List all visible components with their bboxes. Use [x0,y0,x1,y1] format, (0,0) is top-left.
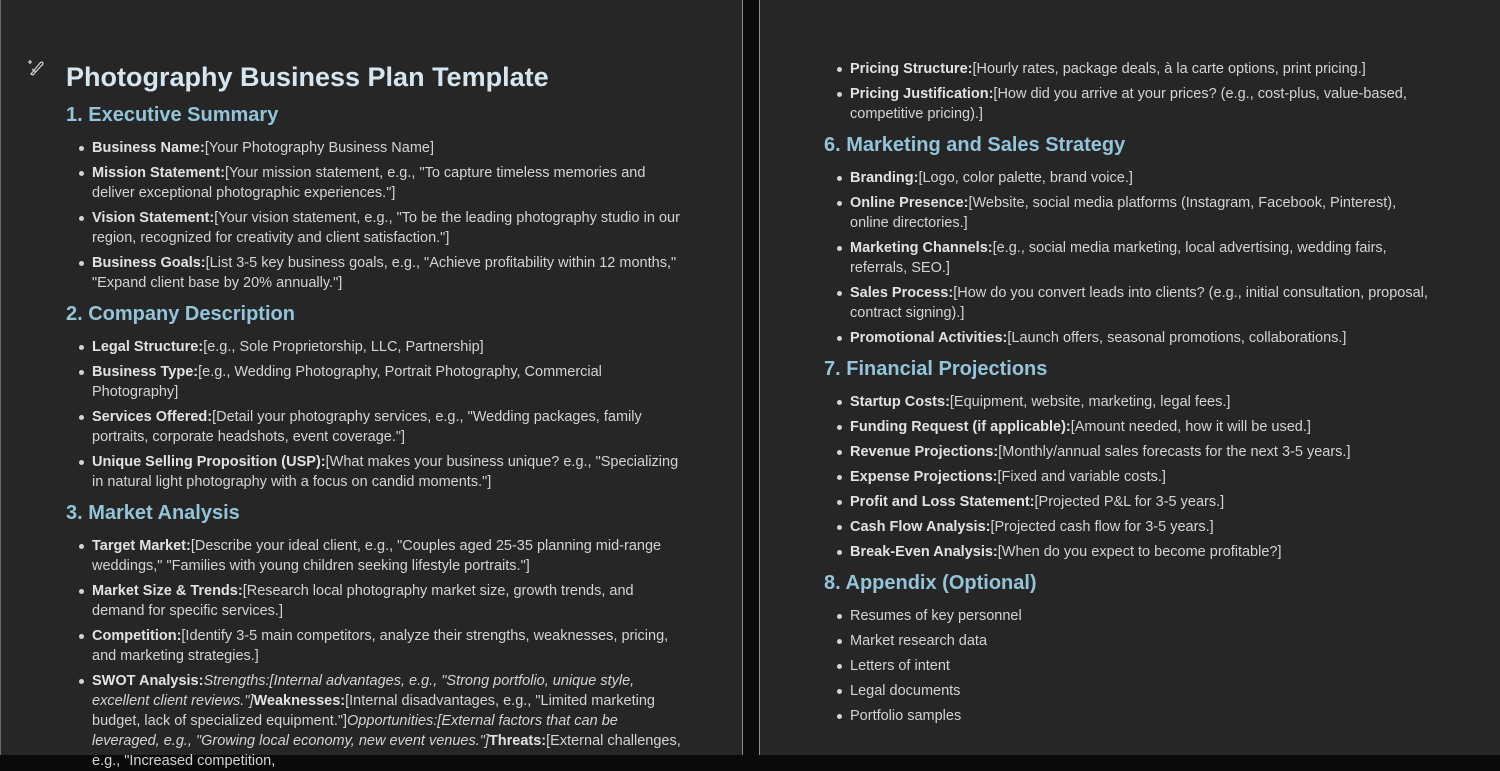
section-heading: 8. Appendix (Optional) [824,572,1037,594]
list-item [92,208,682,248]
item-text: [e.g., Wedding Photography, Portrait Photography, Commercial Photography] [92,364,602,400]
pricing-list [824,59,1430,124]
item-label: Branding: [850,170,919,186]
item-text: [List 3-5 key business goals, e.g., "Achieve profitability within 12 months," "Expand client base by 20% annually."] [92,255,677,291]
section-heading: 7. Financial Projections [824,358,1048,380]
list-item [850,168,1430,188]
item-text: [How do you convert leads into clients? (e.g., initial consultation, proposal, contract signing).] [850,285,1428,321]
list-item [850,681,1430,701]
list-item [850,656,1430,676]
list-item [850,328,1430,348]
item-label: Break-Even Analysis: [850,544,998,560]
item-text: Portfolio samples [850,708,962,724]
list-item [92,253,682,293]
item-text: Letters of intent [850,658,950,674]
item-text: [Research local photography market size, growth trends, and demand for specific services.] [92,583,634,619]
section-heading: 1. Executive Summary [66,104,279,126]
swot-weaknesses-text: [Internal disadvantages, e.g., "Limited marketing budget, lack of specialized equipment."] [92,693,655,729]
list-item [92,581,682,621]
list-item [850,417,1430,437]
item-text: [Equipment, website, marketing, legal fees.] [949,394,1231,410]
item-label: Startup Costs: [850,394,950,410]
item-label: Pricing Justification: [850,86,994,102]
item-label: Competition: [92,628,182,644]
item-text: [Projected P&L for 3-5 years.] [1034,494,1225,510]
item-label: Expense Projections: [850,469,998,485]
item-text: [Your Photography Business Name] [204,140,435,156]
list-item [850,283,1430,323]
item-label: Unique Selling Proposition (USP): [92,454,326,470]
item-text: [Your mission statement, e.g., "To capture timeless memories and deliver exceptional photographic experiences."] [92,165,646,201]
list-item [850,392,1430,412]
item-text: [Amount needed, how it will be used.] [1070,419,1311,435]
item-label: Funding Request (if applicable): [850,419,1071,435]
item-label: Market Size & Trends: [92,583,243,599]
swot-strengths-italic: Strengths:[Internal advantages, e.g., "Strong portfolio, unique style, excellent client reviews."] [92,673,635,709]
swot-item [92,671,682,771]
item-text: [Fixed and variable costs.] [997,469,1166,485]
list-item [850,517,1430,537]
document-page-right [759,0,1500,755]
item-text: [When do you expect to become profitable?] [997,544,1282,560]
item-label: Online Presence: [850,195,969,211]
list-item [850,84,1430,124]
item-label: Pricing Structure: [850,61,973,77]
list-item [850,492,1430,512]
section-list [824,168,1430,348]
item-label: Marketing Channels: [850,240,993,256]
item-label: Profit and Loss Statement: [850,494,1035,510]
swot-weaknesses-label: Weaknesses: [253,693,346,709]
item-label: Mission Statement: [92,165,225,181]
section-list [66,138,682,293]
item-text: [Describe your ideal client, e.g., "Couples aged 25-35 planning mid-range weddings," "Families with young children seeking lifestyle portraits."] [92,538,662,574]
item-label: Business Name: [92,140,205,156]
list-item [850,631,1430,651]
document-page-left [0,0,743,769]
item-text: [What makes your business unique? e.g., "Specializing in natural light photography with a focus on candid moments."] [92,454,679,490]
list-item [850,238,1430,278]
item-text: [How did you arrive at your prices? (e.g., cost-plus, value-based, competitive pricing).] [850,86,1407,122]
item-label: Business Type: [92,364,199,380]
item-label: Promotional Activities: [850,330,1008,346]
item-text: [Detail your photography services, e.g., "Wedding packages, family portraits, corporate headshots, event coverage."] [92,409,642,445]
list-item [92,626,682,666]
list-item [92,452,682,492]
list-item [850,59,1430,79]
item-label: Revenue Projections: [850,444,999,460]
ai-sparkle-pen-icon[interactable] [25,57,45,77]
list-item [92,337,682,357]
item-text: [Website, social media platforms (Instagram, Facebook, Pinterest), online directories.] [850,195,1397,231]
list-item [92,138,682,158]
item-label: Target Market: [92,538,191,554]
section-heading: 3. Market Analysis [66,502,240,524]
list-item [850,193,1430,233]
item-text: [Hourly rates, package deals, à la carte options, print pricing.] [972,61,1366,77]
list-item [850,606,1430,626]
document-title: Photography Business Plan Template [66,62,549,92]
swot-label: SWOT Analysis: [92,673,204,689]
item-label: Vision Statement: [92,210,215,226]
item-text: [Logo, color palette, brand voice.] [918,170,1133,186]
right-sections [824,133,1500,726]
item-text: [Projected cash flow for 3-5 years.] [990,519,1214,535]
item-text: Resumes of key personnel [850,608,1022,624]
item-label: Sales Process: [850,285,954,301]
list-item [850,442,1430,462]
item-text: [Monthly/annual sales forecasts for the next 3-5 years.] [998,444,1351,460]
item-text: [Your vision statement, e.g., "To be the leading photography studio in our region, recognized for creativity and client satisfaction."] [92,210,680,246]
section-list [824,606,1430,726]
list-item [850,467,1430,487]
item-text: Market research data [850,633,988,649]
list-item [92,536,682,576]
section-list [66,337,682,492]
list-item [850,542,1430,562]
item-text: [Identify 3-5 main competitors, analyze their strengths, weaknesses, pricing, and marketing strategies.] [92,628,669,664]
item-label: Legal Structure: [92,339,204,355]
left-sections [66,103,742,771]
list-item [92,362,682,402]
item-text: Legal documents [850,683,961,699]
swot-threats-text: [External challenges, e.g., "Increased competition, [92,733,681,769]
section-list [66,536,682,771]
item-label: Services Offered: [92,409,213,425]
section-list [824,392,1430,562]
list-item [850,706,1430,726]
swot-threats-label: Threats: [488,733,547,749]
item-label: Cash Flow Analysis: [850,519,991,535]
list-item [92,163,682,203]
list-item [92,407,682,447]
item-text: [e.g., Sole Proprietorship, LLC, Partnership] [203,339,484,355]
swot-opportunities-italic: Opportunities:[External factors that can be leveraged, e.g., "Growing local economy, new event venues."] [92,713,618,749]
item-text: [e.g., social media marketing, local advertising, wedding fairs, referrals, SEO.] [850,240,1387,276]
item-label: Business Goals: [92,255,206,271]
section-heading: 6. Marketing and Sales Strategy [824,134,1126,156]
section-heading: 2. Company Description [66,303,295,325]
item-text: [Launch offers, seasonal promotions, collaborations.] [1007,330,1347,346]
